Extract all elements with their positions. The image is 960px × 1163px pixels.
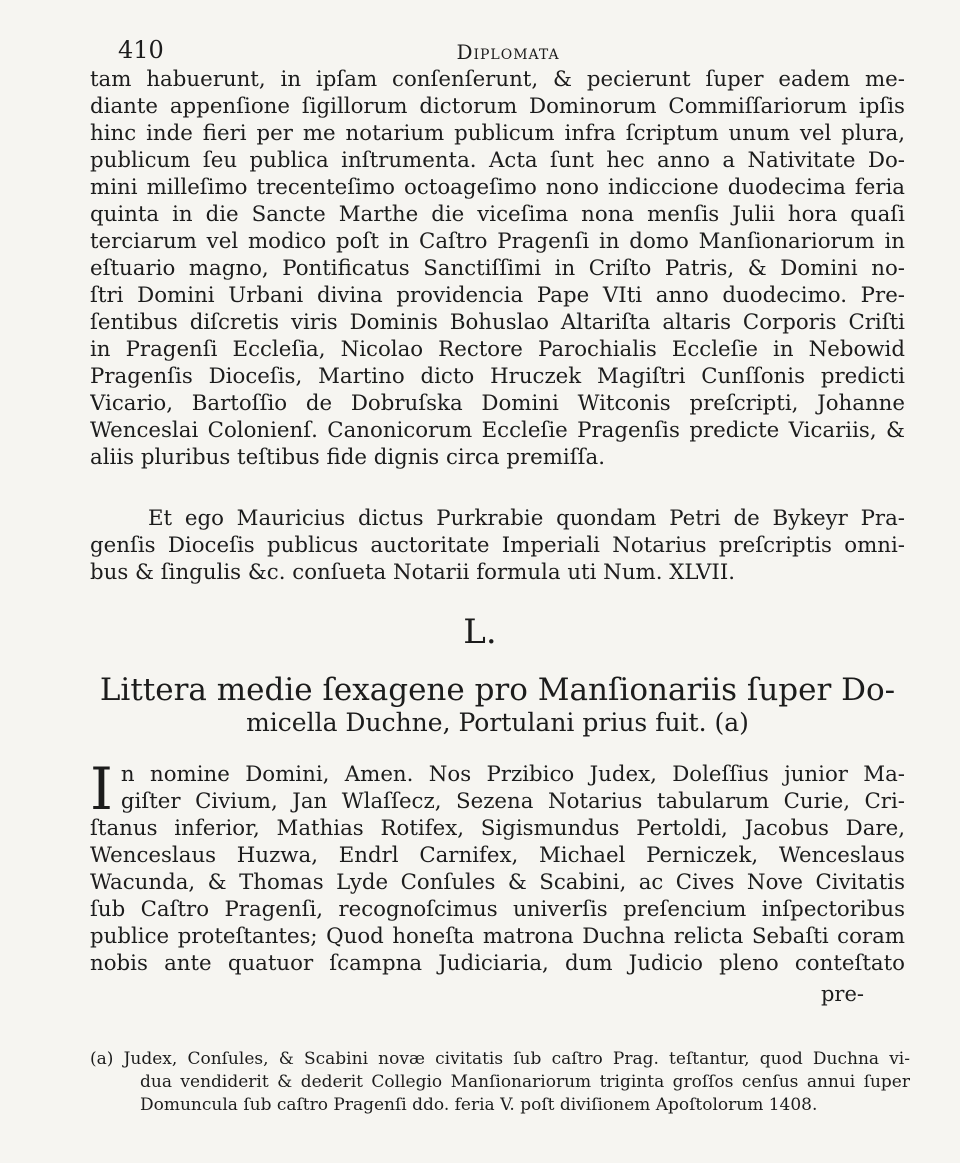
notary-paragraph [90, 505, 905, 586]
text-line: tam habuerunt, in ipſam conſenſerunt, & pecierunt ſuper eadem me- [90, 67, 905, 92]
catchword: pre- [820, 982, 864, 1006]
text-line: Wacunda, & Thomas Lyde Conſules & Scabini, ac Cives Nove Civitatis [90, 870, 905, 895]
drop-cap: I [90, 755, 113, 823]
document-title-line: Littera medie ſexagene pro Manſionariis ſuper Do- [99, 672, 896, 708]
text-line: Wenceslaus Huzwa, Endrl Carnifex, Michael Perniczek, Wenceslaus [90, 843, 905, 868]
text-line: giſter Civium, Jan Wlaſſecz, Sezena Notarius tabularum Curie, Cri- [120, 789, 905, 814]
text-line: aliis pluribus teſtibus fide dignis circa premiſſa. [90, 445, 605, 470]
text-line: terciarum vel modico poſt in Caſtro Pragenſi in domo Manſionariorum in [90, 229, 905, 254]
main-paragraph [90, 755, 905, 977]
text-line: ſub Caſtro Pragenſi, recognoſcimus univerſis preſencium inſpectoribus [90, 897, 905, 922]
text-line: ſtri Domini Urbani divina providencia Pape VIti anno duodecimo. Pre- [90, 283, 905, 308]
text-line: diante appenſione ſigillorum dictorum Dominorum Commiſſariorum ipſis [90, 94, 905, 119]
continued-paragraph [90, 66, 905, 471]
section-number: L. [463, 612, 497, 652]
text-line: genſis Dioceſis publicus auctoritate Imperiali Notarius preſcriptis omni- [90, 533, 905, 558]
document-title-line: micella Duchne, Portulani prius fuit. (a) [246, 708, 749, 737]
text-line: Vicario, Bartoſſio de Dobruſska Domini Witconis preſcripti, Johanne [90, 391, 905, 416]
text-line: hinc inde fieri per me notarium publicum infra ſcriptum unum vel plura, [90, 121, 905, 146]
footnote-line: Domuncula ſub caſtro Pragenſi ddo. feria V. poſt diviſionem Apoſtolorum 1408. [140, 1095, 818, 1115]
page-header [118, 36, 898, 66]
text-line: in Pragenſi Eccleſia, Nicolao Rectore Parochialis Eccleſie in Nebowid [90, 337, 905, 362]
text-line: n nomine Domini, Amen. Nos Przibico Judex, Doleſſius junior Ma- [120, 762, 905, 787]
text-line: Et ego Mauricius dictus Purkrabie quondam Petri de Bykeyr Pra- [148, 506, 905, 531]
text-line: publicum ſeu publica inſtrumenta. Acta ſunt hec anno a Nativitate Do- [90, 148, 905, 173]
footnote-line: (a) Judex, Conſules, & Scabini novæ civitatis ſub caſtro Prag. teſtantur, quod Duchna vi- [90, 1049, 910, 1069]
footnote [90, 1048, 910, 1117]
text-line: eſtuario magno, Pontificatus Sanctiſſimi in Criſto Patris, & Domini no- [90, 256, 905, 281]
text-line: publice proteſtantes; Quod honeſta matrona Duchna relicta Sebaſti coram [90, 924, 905, 949]
text-line: bus & ſingulis &c. conſueta Notarii formula uti Num. XLVII. [90, 560, 736, 585]
text-line: nobis ante quatuor ſcampna Judiciaria, dum Judicio pleno conteſtato [90, 951, 905, 976]
footnote-line: dua vendiderit & dederit Collegio Manſionariorum triginta groſſos cenſus annui ſuper [140, 1072, 910, 1092]
text-line: ſentibus diſcretis viris Dominis Bohuslao Altariſta altaris Corporis Criſti [90, 310, 905, 335]
page-number: 410 [118, 36, 164, 64]
running-title: Diplomata [456, 40, 560, 64]
text-line: quinta in die Sancte Marthe die viceſima nona menſis Julii hora quaſi [90, 202, 905, 227]
text-line: Pragenſis Dioceſis, Martino dicto Hruczek Magiſtri Cunſſonis predicti [90, 364, 905, 389]
text-line: ſtanus inferior, Mathias Rotifex, Sigismundus Pertoldi, Jacobus Dare, [90, 816, 905, 841]
text-line: mini milleſimo trecenteſimo octoageſimo nono indiccione duodecima feria [90, 175, 905, 200]
text-line: Wenceslai Colonienſ. Canonicorum Eccleſie Pragenſis predicte Vicariis, & [90, 418, 905, 443]
document-title [90, 672, 905, 738]
